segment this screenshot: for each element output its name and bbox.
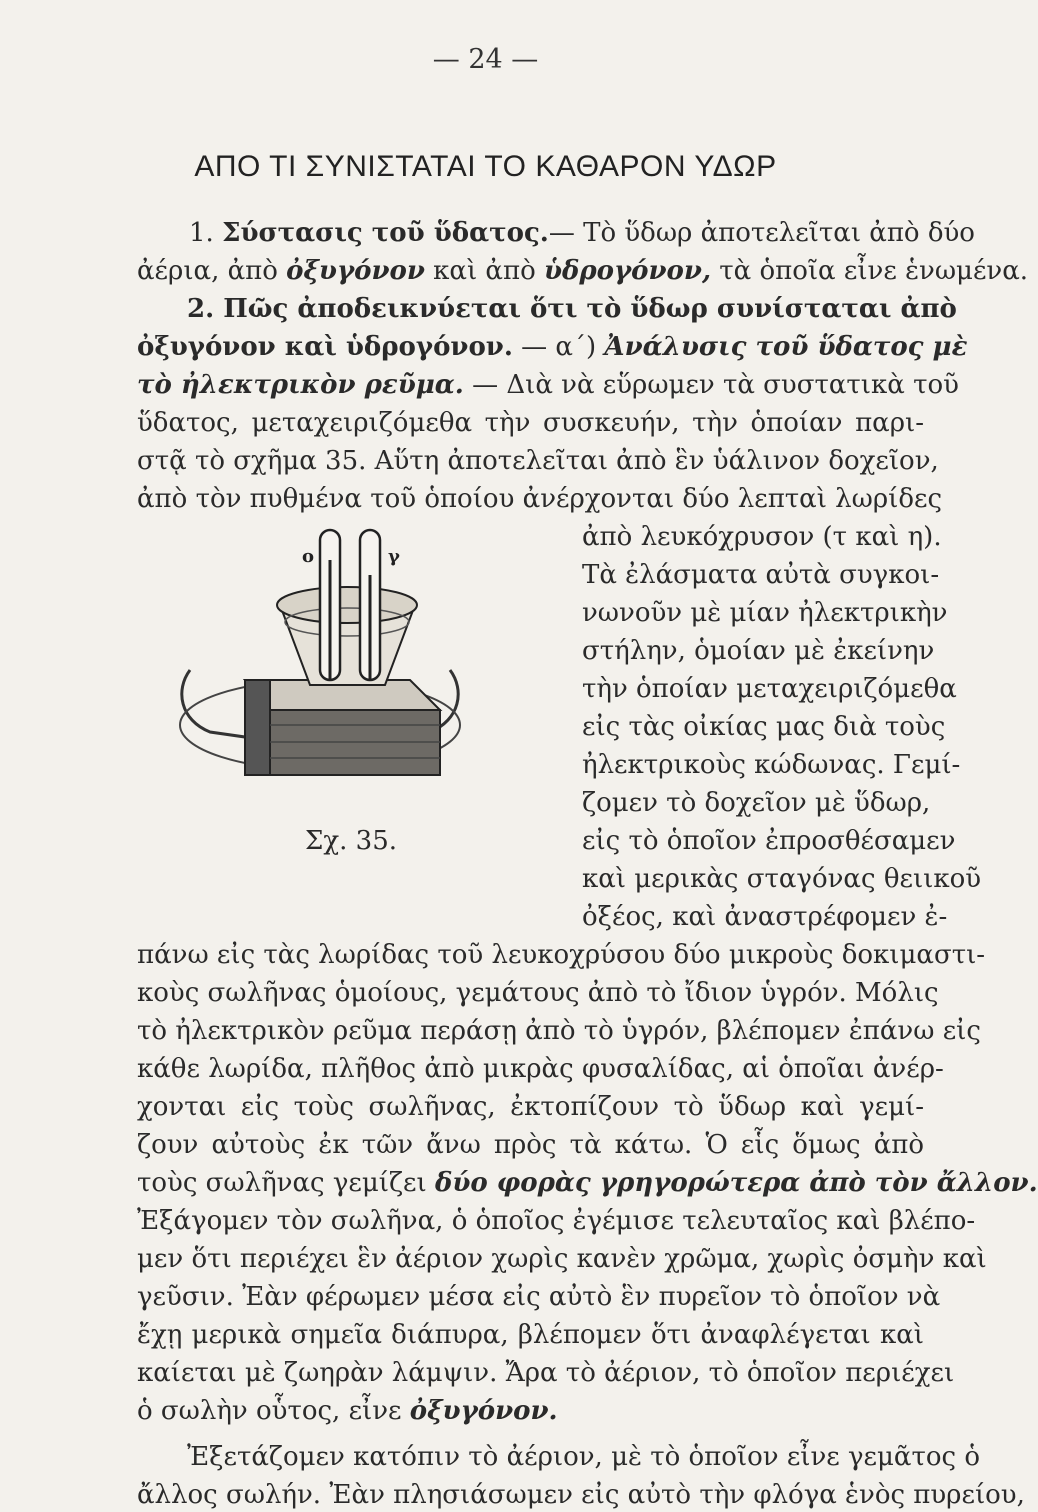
body-line: μεν ὅτι περιέχει ἓν ἀέριον χωρὶς κανὲν χρῶμα, χωρὶς ὀσμὴν καὶ <box>137 1244 987 1274</box>
figure-label-y: γ <box>388 546 400 567</box>
emphasis: δύο φορὰς γρηγορώτερα ἀπὸ τὸν ἄλλον. <box>434 1168 1038 1198</box>
figure-caption: Σχ. 35. <box>305 826 398 856</box>
body-line <box>137 254 1029 288</box>
emphasis: τὸ ἠλεκτρικὸν ρεῦμα. <box>137 370 464 400</box>
page-number: — 24 — <box>432 44 539 75</box>
emphasis: Ἀνάλυσις τοῦ ὕδατος μὲ <box>604 332 968 362</box>
body-line: κοὺς σωλῆνας ὁμοίους, γεμάτους ἀπὸ τὸ ἴδιον ὑγρόν. Μόλις <box>137 978 939 1008</box>
body-line: Τὰ ἐλάσματα αὐτὰ συγκοι- <box>582 560 940 590</box>
text-run: — Διὰ νὰ εὕρωμεν τὰ συστατικὰ τοῦ <box>463 370 959 400</box>
section-heading: Σύστασις τοῦ ὕδατος. <box>222 218 549 248</box>
body-line: ἀπὸ λευκόχρυσον (τ καὶ η). <box>582 522 942 552</box>
section-heading: Πῶς ἀποδεικνύεται ὅτι τὸ ὕδωρ συνίσταται ἀπὸ <box>223 294 957 324</box>
body-line: εἰς τὰς οἰκίας μας διὰ τοὺς <box>582 712 946 742</box>
text-run: τὰ ὁποῖα εἶνε ἑνωμένα. <box>711 256 1029 286</box>
body-line: πάνω εἰς τὰς λωρίδας τοῦ λευκοχρύσου δύο μικροὺς δοκιμαστι- <box>137 940 986 970</box>
body-line: γεῦσιν. Ἐὰν φέρωμεν μέσα εἰς αὐτὸ ἓν πυρεῖον τὸ ὁποῖον νὰ <box>137 1282 941 1312</box>
text-run: ἀέρια, ἀπὸ <box>137 256 287 286</box>
body-line: ἠλεκτρικοὺς κώδωνας. Γεμί- <box>582 750 961 780</box>
body-line <box>137 216 975 250</box>
text-run: τοὺς σωλῆνας γεμίζει <box>137 1168 435 1198</box>
body-line <box>137 368 959 402</box>
body-line: νωνοῦν μὲ μίαν ἠλεκτρικὴν <box>582 598 948 628</box>
section-number: 1. <box>189 218 214 248</box>
text-run: — α΄) <box>512 332 605 362</box>
electrolysis-apparatus-figure <box>170 520 470 790</box>
emphasis: ὑδρογόνον, <box>544 256 711 286</box>
page-title: ΑΠΟ ΤΙ ΣΥΝΙΣΤΑΤΑΙ ΤΟ ΚΑΘΑΡΟΝ ΥΔΩΡ <box>194 150 777 183</box>
text-run: Ἐξετάζομεν κατόπιν τὸ ἀέριον, μὲ τὸ ὁποῖον εἶνε γεμᾶτος ὁ <box>187 1442 980 1472</box>
body-line: στᾷ τὸ σχῆμα 35. Αὕτη ἀποτελεῖται ἀπὸ ἓν ὑάλινον δοχεῖον, <box>137 446 939 476</box>
body-line: τὸ ἠλεκτρικὸν ρεῦμα περάσῃ ἀπὸ τὸ ὑγρόν, βλέπομεν ἐπάνω εἰς <box>137 1016 981 1046</box>
body-line: καὶ μερικὰς σταγόνας θειικοῦ <box>582 864 982 894</box>
figure-label-o: ο <box>302 546 315 567</box>
body-line: χονται εἰς τοὺς σωλῆνας, ἐκτοπίζουν τὸ ὕδωρ καὶ γεμί- <box>137 1092 924 1122</box>
body-line: εἰς τὸ ὁποῖον ἐπροσθέσαμεν <box>582 826 956 856</box>
body-line: ζουν αὐτοὺς ἐκ τῶν ἄνω πρὸς τὰ κάτω. Ὁ εἷς ὅμως ἀπὸ <box>137 1130 924 1160</box>
body-line: ἀπὸ τὸν πυθμένα τοῦ ὁποίου ἀνέρχονται δύο λεπταὶ λωρίδες <box>137 484 943 514</box>
body-line <box>137 292 957 326</box>
body-line: Ἐξάγομεν τὸν σωλῆνα, ὁ ὁποῖος ἐγέμισε τελευταῖος καὶ βλέπο- <box>137 1206 976 1236</box>
text-run: ὁ σωλὴν οὗτος, εἶνε <box>137 1396 410 1426</box>
emphasis: ὀξυγόνον <box>286 256 425 286</box>
body-line: ὀξέος, καὶ ἀναστρέφομεν ἐ- <box>582 902 948 932</box>
body-line: ἔχῃ μερικὰ σημεῖα διάπυρα, βλέπομεν ὅτι ἀναφλέγεται καὶ <box>137 1320 924 1350</box>
body-line: κάθε λωρίδα, πλῆθος ἀπὸ μικρὰς φυσαλίδας, αἱ ὁποῖαι ἀνέρ- <box>137 1054 944 1084</box>
body-line <box>137 330 968 364</box>
body-line: ἄλλος σωλήν. Ἐὰν πλησιάσωμεν εἰς αὐτὸ τὴν φλόγα ἑνὸς πυρείου, <box>137 1480 1025 1510</box>
text-run: καὶ ἀπὸ <box>424 256 544 286</box>
body-line: ζομεν τὸ δοχεῖον μὲ ὕδωρ, <box>582 788 931 818</box>
body-line: ὕδατος, μεταχειριζόμεθα τὴν συσκευήν, τὴν ὁποίαν παρι- <box>137 408 924 438</box>
emphasis: ὀξυγόνον. <box>409 1396 558 1426</box>
body-line <box>137 1440 980 1474</box>
section-number: 2. <box>187 294 215 324</box>
body-line <box>137 1394 924 1428</box>
text-run: — Τὸ ὕδωρ ἀποτελεῖται ἀπὸ δύο <box>548 218 975 248</box>
section-heading: ὀξυγόνον καὶ ὑδρογόνον. <box>137 332 513 362</box>
body-line: στήλην, ὁμοίαν μὲ ἐκείνην <box>582 636 935 666</box>
body-line <box>137 1166 1038 1200</box>
body-line: καίεται μὲ ζωηρὰν λάμψιν. Ἄρα τὸ ἀέριον, τὸ ὁποῖον περιέχει <box>137 1358 955 1388</box>
body-line: τὴν ὁποίαν μεταχειριζόμεθα <box>582 674 957 704</box>
